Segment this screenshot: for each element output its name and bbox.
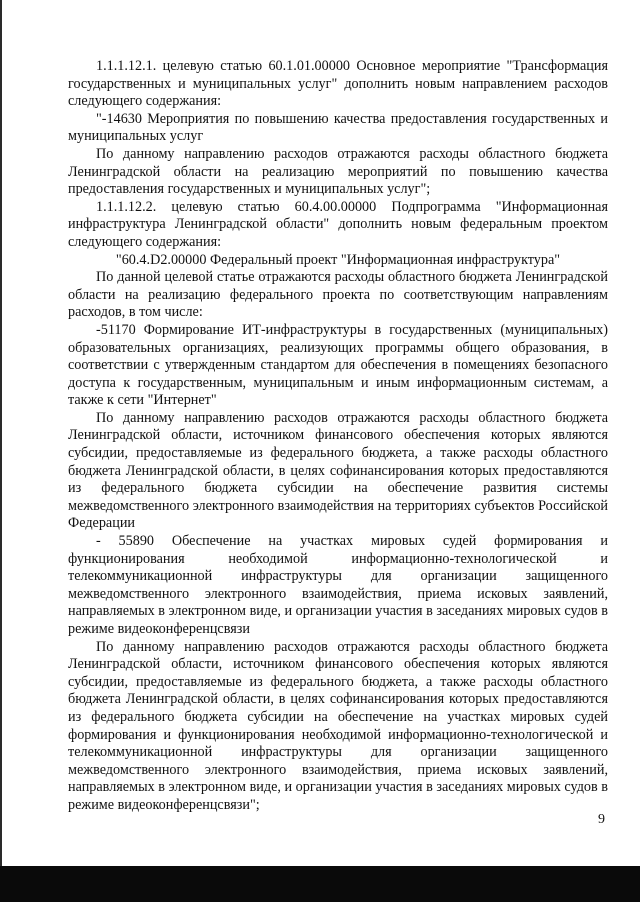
paragraph-direction-55890-description: По данному направлению расходов отражаются расходы областного бюджета Ленинградской области, источником финансового обеспечения которых являются субсидии, предоставляемые из федерального бюджета, а также расходы областного бюджета Ленинградской области, в целях софинансирования которых предоставляются из федерального бюджета субсидии на обеспечение на участках мировых судей формирования и функционирования необходимой информационно-технологической и телекоммуникационной инфраструктуры для организации защищенного межведомственного электронного взаимодействия, приема исковых заявлений, направляемых в электронном виде, и организации участия в заседаниях мировых судов в режиме видеоконференцсвязи"; [68,638,608,813]
paragraph-federal-project-title: "60.4.D2.00000 Федеральный проект "Информационная инфраструктура" [115,251,561,268]
paragraph-direction-55890: - 55890 Обеспечение на участках мировых судей формирования и функционирования необходимой информационно-технологической и телекоммуникационной инфраструктуры для организации защищенного межведомственного электронного взаимодействия, приема исковых заявлений, направляемых в электронном виде, и организации участия в заседаниях мировых судов в режиме видеоконференцсвязи [68,533,608,637]
paragraph-direction-14630: "-14630 Мероприятия по повышению качества предоставления государственных и муниципальных услуг [68,110,608,145]
paragraph-direction-51170-description: По данному направлению расходов отражаются расходы областного бюджета Ленинградской области, источником финансового обеспечения которых являются субсидии, предоставляемые из федерального бюджета, а также расходы областного бюджета Ленинградской области, в целях софинансирования которых предоставляются из федерального бюджета субсидии на обеспечение развития системы межведомственного электронного взаимодействия на территориях субъектов Российской Федерации [68,409,608,532]
paragraph-1-1-1-12-2: 1.1.1.12.2. целевую статью 60.4.00.00000 Подпрограмма "Информационная инфраструктура Ленинградской области" дополнить новым федеральным проектом следующего содержания: [68,198,608,250]
document-body [68,58,608,815]
scan-left-edge [0,0,2,866]
paragraph-direction-14630-description: По данному направлению расходов отражаются расходы областного бюджета Ленинградской области на реализацию мероприятий по повышению качества предоставления государственных и муниципальных услуг"; [68,145,608,198]
page-number: 9 [598,812,605,827]
paragraph-1-1-1-12-1: 1.1.1.12.1. целевую статью 60.1.01.00000 Основное мероприятие "Трансформация государственных и муниципальных услуг" дополнить новым направлением расходов следующего содержания: [68,58,608,110]
scan-bottom-bar [0,866,640,902]
paragraph-direction-51170: -51170 Формирование ИТ-инфраструктуры в государственных (муниципальных) образовательных организациях, реализующих программы общего образования, в соответствии с утвержденным стандартом для обеспечения в помещениях безопасного доступа к государственным, муниципальным и иным информационным системам, а также к сети "Интернет" [68,321,608,409]
paragraph-federal-project-description: По данной целевой статье отражаются расходы областного бюджета Ленинградской области на реализацию федерального проекта по соответствующим направлениям расходов, в том числе: [68,269,608,321]
